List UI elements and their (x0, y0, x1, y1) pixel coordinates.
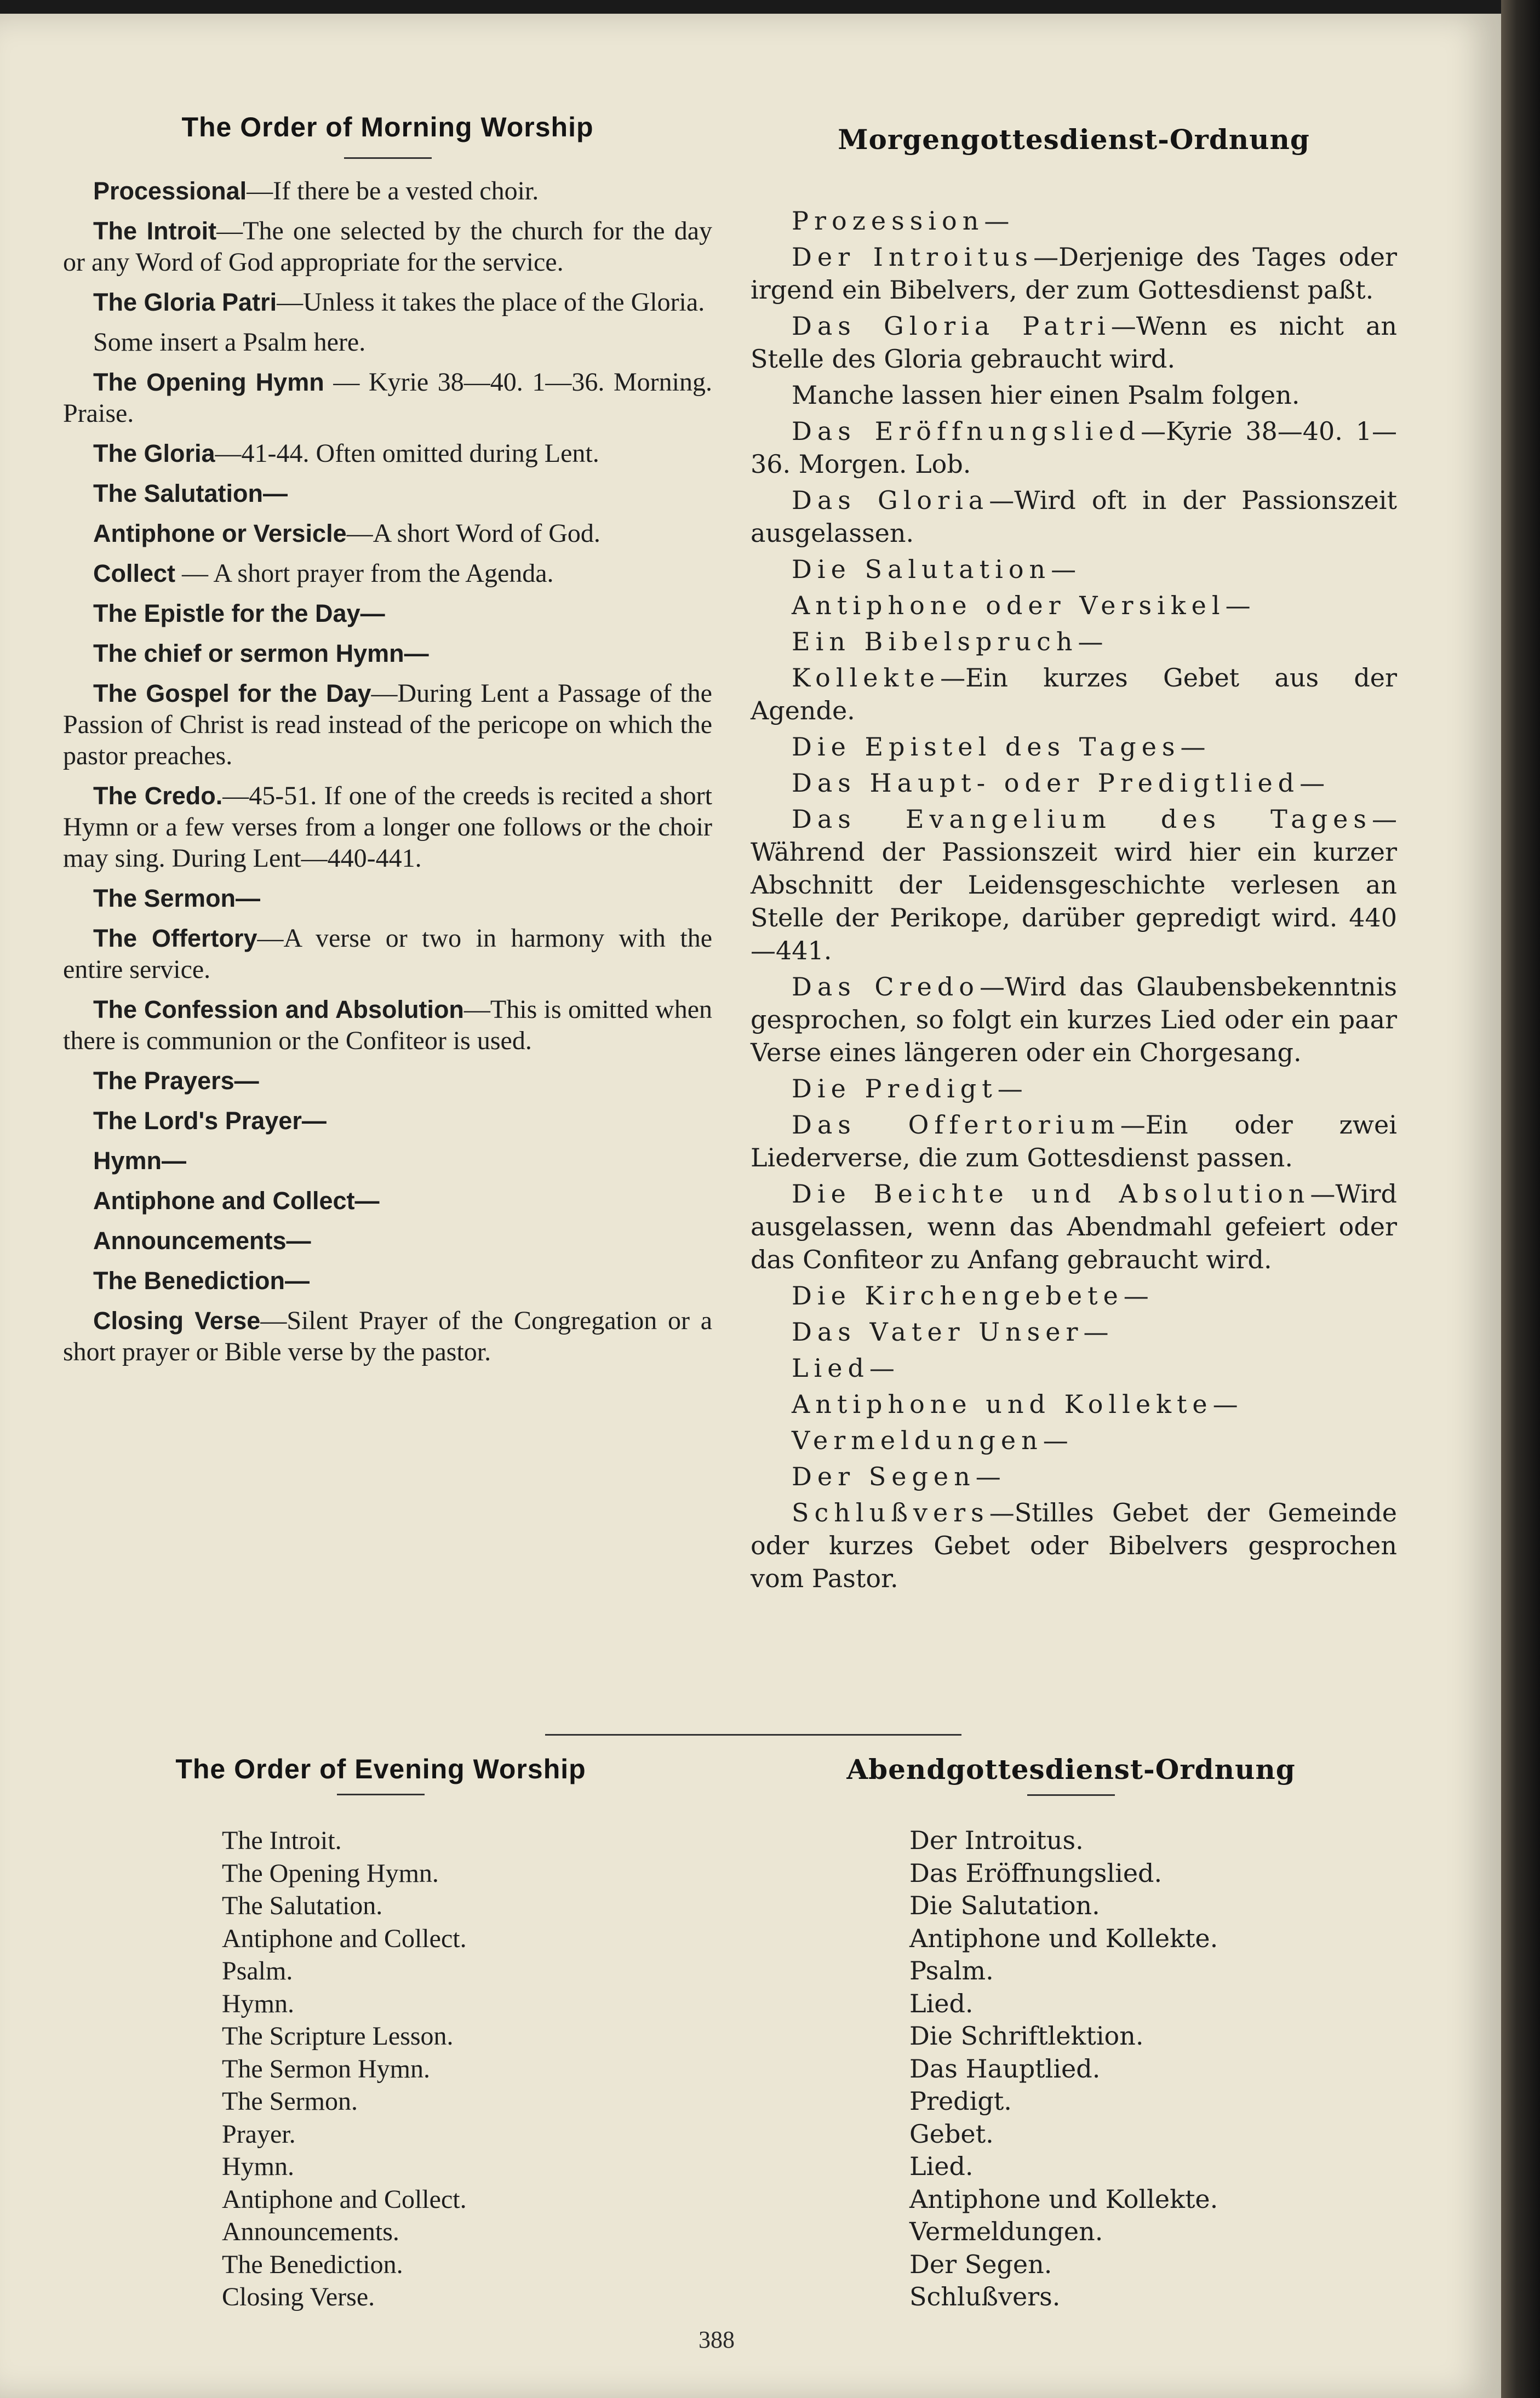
morning-de-entry-label: Der Segen— (792, 1462, 1006, 1491)
morning-worship-english-column (63, 101, 712, 1376)
section-divider (545, 1734, 961, 1736)
morning-en-entry (63, 638, 712, 669)
morning-de-entry-text: —Wird das Glaubensbekenntnis gesprochen, so folgt ein kurzes Lied oder ein paar Verse eines längeren oder ein Chorgesang. (751, 972, 1397, 1067)
morning-de-entry (751, 1496, 1397, 1595)
morning-worship-german-title: Morgengottesdienst-Ordnung (838, 123, 1310, 156)
morning-en-entry-text: —This is omitted when there is communion or the Confiteor is used. (63, 995, 712, 1055)
morning-de-entry-label: Die Beichte und Absolution (792, 1179, 1310, 1209)
morning-de-entry (751, 766, 1397, 799)
morning-de-entry-text: Manche lassen hier einen Psalm folgen. (792, 380, 1300, 410)
evening-worship-german-header (764, 1753, 1378, 1812)
morning-de-entry (751, 204, 1397, 237)
morning-worship-english-title: The Order of Morning Worship (181, 112, 594, 142)
evening-en-item: Psalm. (222, 1956, 293, 1985)
evening-de-item: Lied. (909, 1988, 974, 2018)
evening-de-item: Die Schriftlektion. (909, 2021, 1144, 2051)
evening-de-item: Das Hauptlied. (909, 2053, 1101, 2084)
morning-de-entry-label: Das Evangelium des Tages (792, 804, 1372, 834)
morning-en-entry (63, 1145, 712, 1176)
evening-en-item: The Salutation. (222, 1891, 383, 1920)
evening-de-item: Der Segen. (909, 2249, 1052, 2279)
page-number: 388 (699, 2326, 735, 2353)
morning-en-entry-label: The Sermon— (93, 884, 261, 912)
morning-de-entry (751, 379, 1397, 411)
morning-de-entry (751, 553, 1397, 586)
morning-de-entry-label: Das Credo (792, 972, 980, 1001)
evening-en-item: Antiphone and Collect. (222, 1924, 467, 1953)
title-rule (1027, 1794, 1115, 1796)
morning-en-entry-label: Closing Verse (93, 1307, 261, 1335)
morning-en-entry (63, 1225, 712, 1256)
morning-en-entry-text: Some insert a Psalm here. (93, 328, 366, 357)
morning-en-entry (63, 678, 712, 771)
morning-en-entry (63, 215, 712, 278)
morning-en-entry-label: Antiphone and Collect— (93, 1187, 380, 1215)
morning-en-entry-text: —The one selected by the church for the day or any Word of God appropriate for the service. (63, 216, 712, 277)
morning-en-entry-label: Collect (93, 559, 176, 587)
morning-de-entry-label: Das Offertorium (792, 1110, 1120, 1140)
evening-worship-german-title: Abendgottesdienst-Ordnung (846, 1753, 1296, 1785)
morning-en-entry (63, 1185, 712, 1216)
morning-en-entry (63, 478, 712, 509)
morning-en-entry-label: The Salutation— (93, 479, 288, 507)
morning-de-entry (751, 1177, 1397, 1276)
evening-en-item: Announcements. (222, 2217, 399, 2246)
evening-worship-german-list (909, 1824, 1218, 2314)
evening-de-item: Die Salutation. (909, 1891, 1100, 1920)
book-spine-edge (1501, 0, 1540, 2398)
morning-en-entry (63, 883, 712, 914)
evening-en-item: The Opening Hymn. (222, 1858, 439, 1888)
morning-en-entry (63, 558, 712, 589)
morning-de-entry-label: Prozession— (792, 206, 1015, 236)
morning-de-entry-text: —Während der Passionszeit wird hier ein kurzer Abschnitt der Leidensgeschichte verlesen an Stelle der Perikope, darüber gepredigt wird. 440—441. (751, 804, 1397, 965)
morning-en-entry (63, 518, 712, 549)
morning-en-entry-label: The Epistle for the Day— (93, 599, 385, 627)
morning-en-entry-label: The Introit (93, 217, 217, 245)
morning-de-entry (751, 484, 1397, 550)
morning-de-entry (751, 661, 1397, 727)
morning-en-entry-text: —A verse or two in harmony with the entire service. (63, 924, 712, 984)
morning-en-entry-label: The Gospel for the Day (93, 679, 371, 707)
morning-en-entry-text: — Kyrie 38—40. 1—36. Morning. Praise. (63, 368, 712, 428)
morning-en-entry (63, 1305, 712, 1367)
morning-de-entry-label: Antiphone oder Versikel— (792, 591, 1256, 620)
morning-en-entry-text: —41-44. Often omitted during Lent. (215, 439, 599, 468)
morning-de-entry (751, 803, 1397, 967)
morning-de-entry-text: —Ein oder zwei Liederverse, die zum Gottesdienst passen. (751, 1110, 1397, 1172)
morning-de-entry-label: Das Gloria Patri (792, 311, 1111, 341)
morning-de-entry-label: Der Introitus (792, 242, 1034, 272)
morning-de-entry-label: Schlußvers (792, 1498, 989, 1527)
morning-de-entry (751, 589, 1397, 622)
morning-de-entry-label: Das Vater Unser— (792, 1317, 1114, 1347)
evening-de-item: Gebet. (909, 2119, 994, 2149)
morning-en-entry (63, 780, 712, 874)
morning-worship-german-list (751, 204, 1397, 1595)
evening-de-item: Lied. (909, 2151, 974, 2181)
morning-de-entry-label: Die Epistel des Tages— (792, 732, 1211, 762)
morning-en-entry-label: Announcements— (93, 1227, 311, 1255)
evening-de-item: Antiphone und Kollekte. (909, 2184, 1218, 2214)
morning-de-entry (751, 625, 1397, 658)
morning-de-entry-label: Das Haupt- oder Predigtlied— (792, 768, 1331, 798)
morning-de-entry (751, 730, 1397, 763)
morning-en-entry-text: —If there be a vested choir. (247, 176, 539, 205)
morning-en-entry-label: The Confession and Absolution (93, 995, 464, 1023)
morning-en-entry (63, 1105, 712, 1136)
title-rule (337, 1794, 425, 1795)
evening-en-item: Prayer. (222, 2119, 296, 2149)
morning-de-entry-label: Das Eröffnungslied (792, 416, 1141, 446)
morning-de-entry (751, 1279, 1397, 1312)
evening-de-item: Predigt. (909, 2086, 1012, 2116)
morning-de-entry (751, 1108, 1397, 1174)
evening-worship-english-header (71, 1753, 690, 1812)
morning-de-entry-text: —Wird oft in der Passionszeit ausgelassen. (751, 485, 1398, 548)
morning-de-entry-text: —Wird ausgelassen, wenn das Abendmahl gefeiert oder das Confiteor zu Anfang gebraucht wird. (751, 1179, 1397, 1274)
morning-en-entry (63, 1065, 712, 1096)
morning-de-entry-label: Antiphone und Kollekte— (792, 1389, 1244, 1419)
morning-en-entry-label: The Lord's Prayer— (93, 1107, 327, 1135)
morning-en-entry-label: The Gloria Patri (93, 288, 277, 316)
morning-de-entry-text: —Derjenige des Tages oder irgend ein Bibelvers, der zum Gottesdienst paßt. (751, 242, 1397, 305)
morning-en-entry-label: The Prayers— (93, 1067, 259, 1095)
morning-en-entry-label: The Offertory (93, 924, 257, 952)
morning-de-entry (751, 1424, 1397, 1457)
morning-de-entry-text: —Wenn es nicht an Stelle des Gloria gebraucht wird. (751, 311, 1397, 374)
morning-en-entry-label: The chief or sermon Hymn— (93, 639, 429, 667)
morning-en-entry-text: — A short prayer from the Agenda. (175, 559, 554, 588)
morning-en-entry-label: Processional (93, 177, 247, 205)
morning-de-entry-label: Vermeldungen— (792, 1426, 1074, 1455)
morning-en-entry-text: —During Lent a Passage of the Passion of Christ is read instead of the pericope on which the pastor preaches. (63, 679, 712, 770)
evening-en-item: The Sermon Hymn. (222, 2054, 430, 2084)
morning-en-entry (63, 287, 712, 318)
evening-de-item: Vermeldungen. (909, 2217, 1103, 2246)
evening-en-item: The Scripture Lesson. (222, 2022, 454, 2051)
morning-de-entry (751, 1315, 1397, 1348)
morning-de-entry (751, 241, 1397, 306)
morning-en-entry-text: —45-51. If one of the creeds is recited a short Hymn or a few verses from a longer one follows or the choir may sing. During Lent—440-441. (63, 781, 712, 873)
morning-en-entry-label: Hymn— (93, 1147, 187, 1175)
morning-en-entry-text: —A short Word of God. (346, 519, 600, 548)
morning-de-entry (751, 1388, 1397, 1421)
morning-en-entry-label: The Credo. (93, 782, 223, 810)
morning-de-entry-text: —Ein kurzes Gebet aus der Agende. (751, 663, 1397, 725)
morning-en-entry-text: —Silent Prayer of the Congregation or a short prayer or Bible verse by the pastor. (63, 1306, 712, 1366)
morning-de-entry (751, 970, 1397, 1069)
evening-de-item: Schlußvers. (909, 2282, 1061, 2311)
morning-en-entry (63, 367, 712, 429)
morning-en-entry (63, 994, 712, 1056)
morning-de-entry-label: Die Kirchengebete— (792, 1281, 1154, 1310)
morning-de-entry (751, 1460, 1397, 1493)
morning-en-entry-label: The Benediction— (93, 1267, 310, 1295)
evening-worship-english-title: The Order of Evening Worship (175, 1754, 586, 1784)
morning-de-entry (751, 1072, 1397, 1105)
evening-en-item: Closing Verse. (222, 2282, 375, 2311)
morning-en-entry (63, 923, 712, 985)
evening-en-item: The Introit. (222, 1826, 342, 1855)
morning-de-entry-label: Die Predigt— (792, 1074, 1028, 1103)
morning-worship-german-column (751, 101, 1397, 1598)
morning-de-entry (751, 310, 1397, 375)
morning-de-entry-label: Lied— (792, 1353, 900, 1383)
morning-en-entry-label: The Opening Hymn (93, 368, 324, 396)
morning-de-entry (751, 1352, 1397, 1384)
morning-de-entry-text: —Stilles Gebet der Gemeinde oder kurzes Gebet oder Bibelvers gesprochen vom Pastor. (751, 1498, 1397, 1593)
title-rule (344, 157, 432, 159)
morning-de-entry-label: Kollekte (792, 663, 941, 692)
evening-de-item: Das Eröffnungslied. (909, 1858, 1163, 1888)
evening-en-item: Hymn. (222, 1989, 294, 2018)
evening-en-item: The Benediction. (222, 2250, 403, 2279)
evening-de-item: Psalm. (909, 1956, 994, 1985)
morning-de-entry-text: —Kyrie 38—40. 1—36. Morgen. Lob. (751, 416, 1397, 479)
morning-en-entry (63, 175, 712, 207)
evening-de-item: Der Introitus. (909, 1825, 1084, 1855)
evening-de-item: Antiphone und Kollekte. (909, 1923, 1218, 1953)
morning-en-entry (63, 327, 712, 358)
morning-en-entry (63, 438, 712, 469)
morning-en-entry (63, 1265, 712, 1296)
morning-de-entry-label: Ein Bibelspruch— (792, 627, 1109, 656)
morning-en-entry-label: Antiphone or Versicle (93, 519, 347, 547)
morning-worship-english-list (63, 175, 712, 1367)
morning-en-entry-text: —Unless it takes the place of the Gloria. (277, 288, 705, 317)
evening-en-item: The Sermon. (222, 2087, 358, 2116)
evening-en-item: Antiphone and Collect. (222, 2184, 467, 2214)
morning-en-entry-label: The Gloria (93, 439, 215, 467)
morning-de-entry (751, 415, 1397, 480)
morning-en-entry (63, 598, 712, 629)
evening-worship-english-list (222, 1824, 467, 2314)
book-page (0, 14, 1501, 2398)
evening-en-item: Hymn. (222, 2152, 294, 2181)
morning-de-entry-label: Das Gloria (792, 485, 989, 515)
morning-de-entry-label: Die Salutation— (792, 554, 1082, 584)
